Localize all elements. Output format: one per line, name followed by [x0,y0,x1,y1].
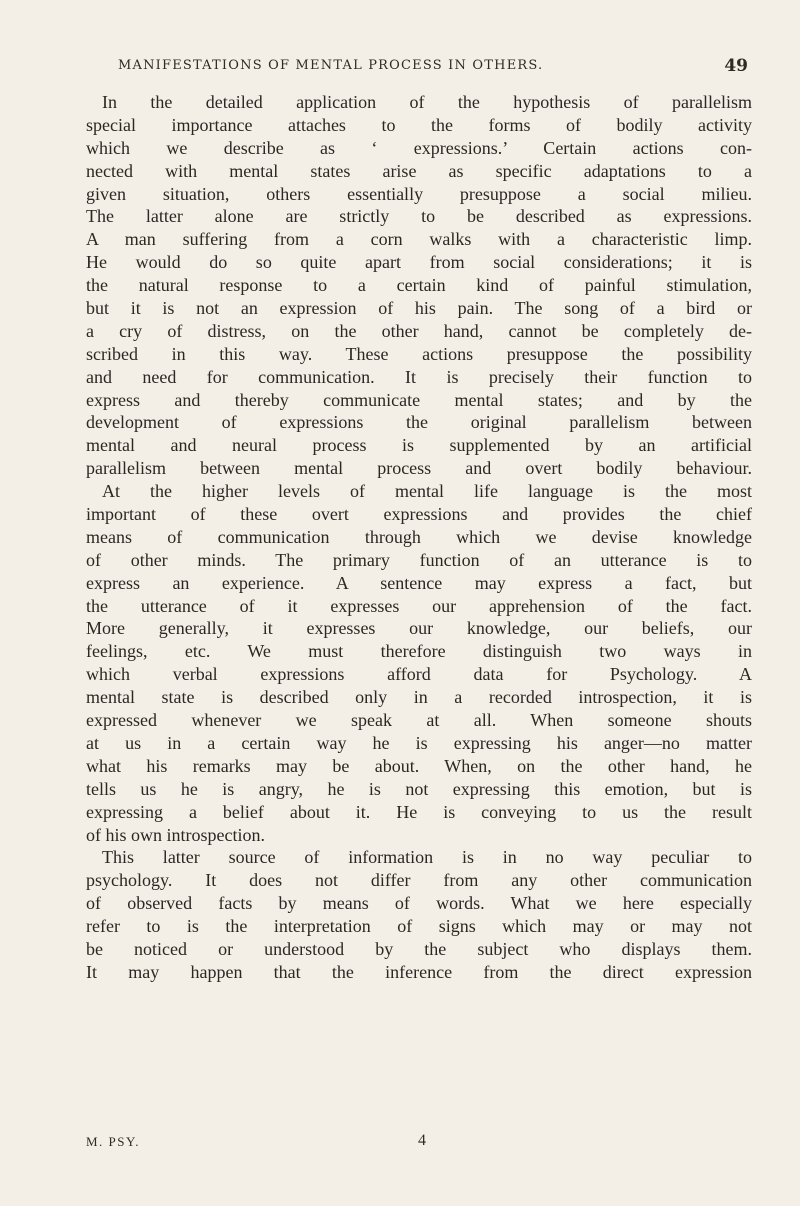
text-line: feelings, etc. We must therefore distinguish two ways in [86,641,752,662]
text-line: development of expressions the original parallelism between [86,412,752,433]
text-line: be noticed or understood by the subject who displays them. [86,938,752,959]
text-line: of observed facts by means of words. What we here especially [86,893,752,914]
page-number: 49 [724,56,748,76]
text-line: a cry of distress, on the other hand, cannot be completely de- [86,320,752,341]
text-line: expressing a belief about it. He is conveying to us the result [86,801,752,822]
text-line: what his remarks may be about. When, on the other hand, he [86,755,752,776]
body-text [86,91,752,984]
text-line: important of these overt expressions and provides the chief [86,504,752,525]
text-line: means of communication through which we devise knowledge [86,526,752,547]
text-line: expressed whenever we speak at all. When someone shouts [86,710,752,731]
text-line: special importance attaches to the forms of bodily activity [86,114,752,135]
signature-mark: M. PSY. [86,1134,140,1149]
text-line: He would do so quite apart from social considerations; it is [86,252,752,273]
text-line: psychology. It does not differ from any other communication [86,870,752,891]
text-line: at us in a certain way he is expressing his anger—no matter [86,732,752,753]
text-line: scribed in this way. These actions presuppose the possibility [86,343,752,364]
text-line: which verbal expressions afford data for Psychology. A [86,664,752,685]
text-line: which we describe as ‘ expressions.’ Certain actions con- [86,137,752,158]
text-line: and need for communication. It is precisely their function to [86,366,752,387]
text-line: parallelism between mental process and overt bodily behaviour. [86,458,752,479]
text-line: but it is not an expression of his pain. The song of a bird or [86,298,752,319]
text-line: More generally, it expresses our knowledge, our beliefs, our [86,618,752,639]
text-line: refer to is the interpretation of signs which may or may not [86,916,752,937]
text-line: the natural response to a certain kind of painful stimulation, [86,275,752,296]
page-footer [86,1134,686,1156]
text-line: tells us he is angry, he is not expressing this emotion, but is [86,778,752,799]
text-line: This latter source of information is in no way peculiar to [102,847,752,868]
text-line: It may happen that the inference from the direct expression [86,961,752,982]
text-line: express and thereby communicate mental states; and by the [86,389,752,410]
text-line: given situation, others essentially presuppose a social milieu. [86,183,752,204]
text-line: A man suffering from a corn walks with a characteristic limp. [86,229,752,250]
running-head [118,58,748,82]
text-line: At the higher levels of mental life language is the most [102,481,752,502]
text-line: of other minds. The primary function of an utterance is to [86,549,752,570]
text-line: of his own introspection. [86,824,265,845]
text-line: In the detailed application of the hypothesis of parallelism [102,92,752,112]
text-line: express an experience. A sentence may express a fact, but [86,572,752,593]
signature-number: 4 [418,1132,426,1149]
text-line: mental and neural process is supplemented by an artificial [86,435,752,456]
text-line: The latter alone are strictly to be described as expressions. [86,206,752,227]
text-line: mental state is described only in a recorded introspection, it is [86,687,752,708]
text-line: nected with mental states arise as specific adaptations to a [86,160,752,181]
running-title: MANIFESTATIONS OF MENTAL PROCESS IN OTHERS. [118,58,544,73]
text-line: the utterance of it expresses our apprehension of the fact. [86,595,752,616]
